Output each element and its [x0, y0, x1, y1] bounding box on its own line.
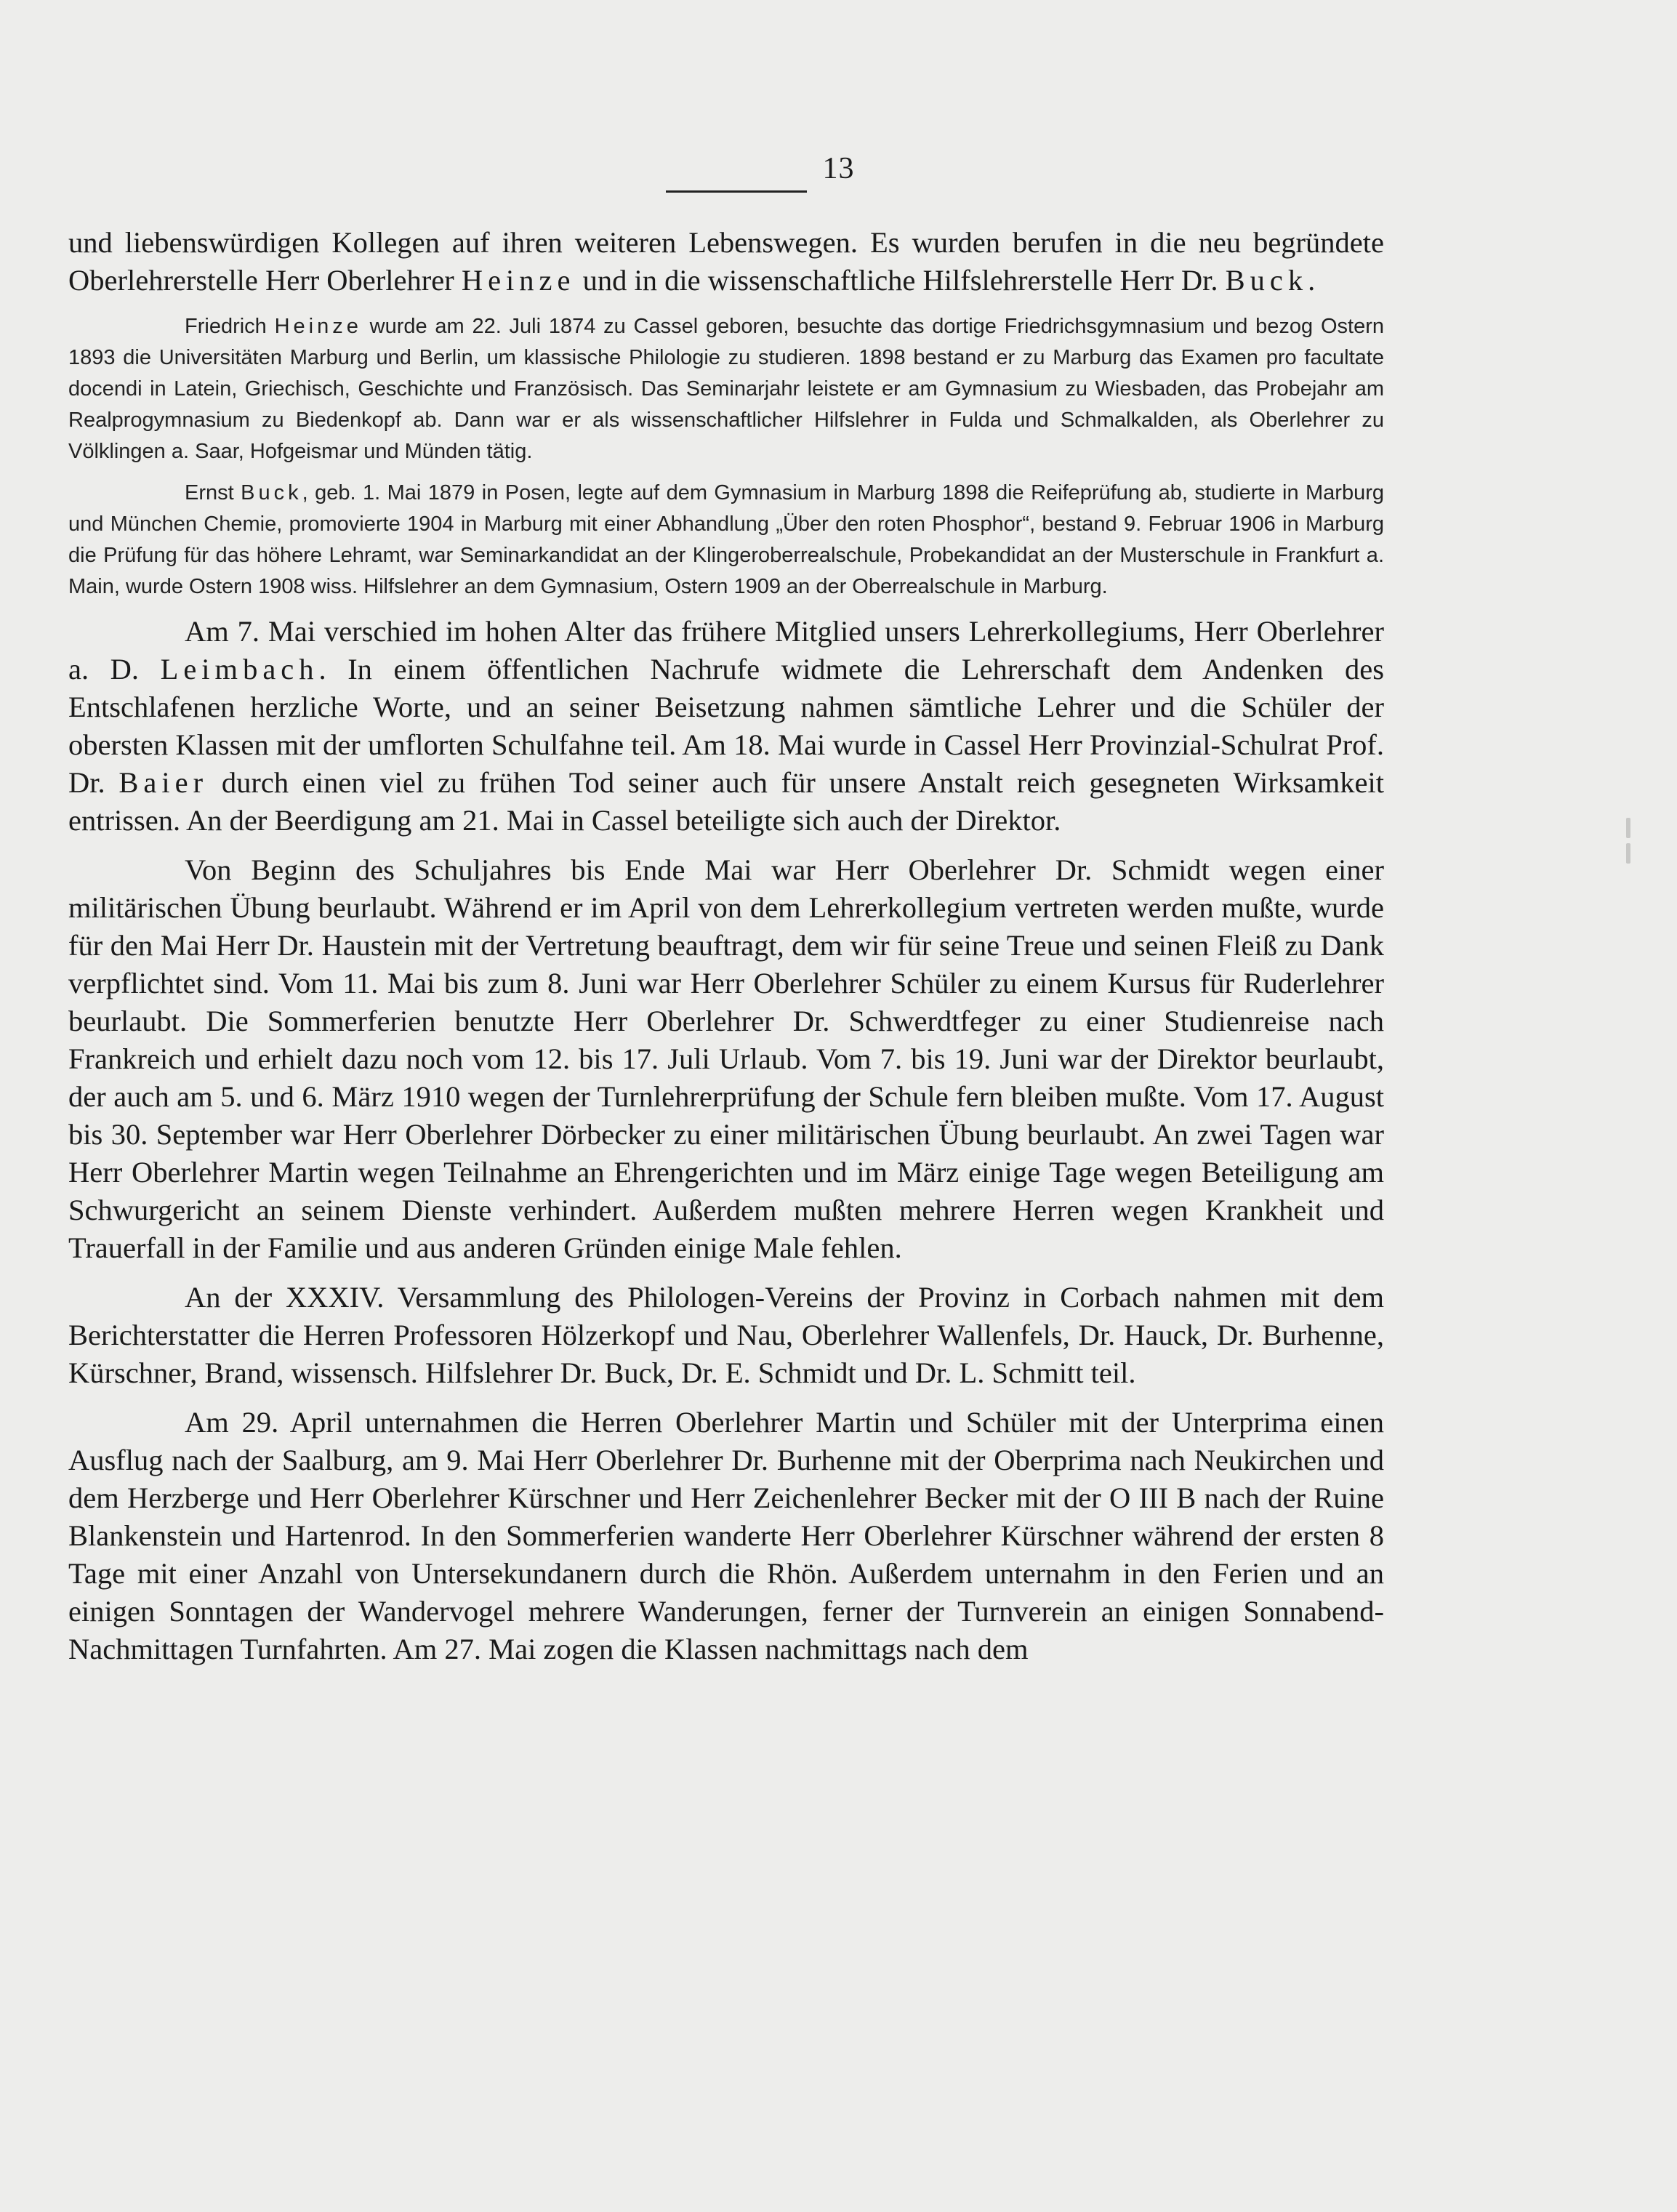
- text-segment: durch einen viel zu frühen Tod seiner auch für unsere Anstalt reich gesegneten Wirksamkeit entrissen. An der Beerdigung am 21. Mai in Cassel beteiligte sich auch der Direktor.: [68, 766, 1384, 837]
- paragraph-new-appointments: [68, 224, 1384, 299]
- text-segment: und in die wissenschaftliche Hilfslehrerstelle Herr Dr.: [575, 264, 1226, 297]
- paragraph-excursions: Am 29. April unternahmen die Herren Oberlehrer Martin und Schüler mit der Unterprima einen Ausflug nach der Saalburg, am 9. Mai Herr Oberlehrer Dr. Burhenne mit der Oberprima nach Neukirchen und dem Herzberge und Herr Oberlehrer Kürschner und Herr Zeichenlehrer Becker mit der O III B nach der Ruine Blankenstein und Hartenrod. In den Sommerferien wanderte Herr Oberlehrer Kürschner während der ersten 8 Tage mit einer Anzahl von Untersekundanern durch die Rhön. Außerdem unternahm in den Ferien und an einigen Sonntagen der Wandervogel mehrere Wanderungen, ferner der Turnverein an einigen Sonnabend-Nachmittagen Turnfahrten. Am 27. Mai zogen die Klassen nachmittags nach dem: [68, 1406, 1384, 1665]
- person-name: Buck: [1225, 264, 1308, 297]
- page-body: [68, 224, 1384, 1680]
- scan-artifact: [1626, 843, 1630, 864]
- text-segment: , geb. 1. Mai 1879 in Posen, legte auf dem Gymnasium in Marburg 1898 die Reifeprüfung ab, studierte in Marburg und München Chemie, promovierte 1904 in Marburg mit einer Abhandlung „Über den roten Phosphor“, bestand 9. Februar 1906 in Marburg die Prüfung für das höhere Lehramt, war Seminarkandidat an der Klingeroberrealschule, Probekandidat an der Musterschule in Frankfurt a. Main, wurde Ostern 1908 wiss. Hilfslehrer an dem Gymnasium, Ostern 1909 an der Oberrealschule in Marburg.: [68, 481, 1385, 598]
- text-segment: .: [1308, 264, 1316, 297]
- text-segment: Friedrich: [185, 315, 275, 338]
- biography-buck: [68, 478, 1384, 603]
- paragraph-philologists-assembly: An der XXXIV. Versammlung des Philologen-Vereins der Provinz in Corbach nahmen mit dem Berichterstatter die Herren Professoren Hölzerkopf und Nau, Oberlehrer Wallenfels, Dr. Hauck, Dr. Burhenne, Kürschner, Brand, wissensch. Hilfslehrer Dr. Buck, Dr. E. Schmidt und Dr. L. Schmitt teil.: [68, 1281, 1384, 1389]
- person-name: Buck: [241, 481, 302, 504]
- text-segment: Ernst: [185, 481, 241, 504]
- paragraph-leaves-of-absence: Von Beginn des Schuljahres bis Ende Mai war Herr Oberlehrer Dr. Schmidt wegen einer militärischen Übung beurlaubt. Während er im April von dem Lehrerkollegium vertreten werden mußte, wurde für den Mai Herr Dr. Haustein mit der Vertretung beauftragt, dem wir für seine Treue und seinen Fleiß zu Dank verpflichtet sind. Vom 11. Mai bis zum 8. Juni war Herr Oberlehrer Schüler zu einem Kursus für Ruderlehrer beurlaubt. Die Sommerferien benutzte Herr Oberlehrer Dr. Schwerdtfeger zu einer Studienreise nach Frankreich und erhielt dazu noch vom 12. bis 17. Juli Urlaub. Vom 7. bis 19. Juni war der Direktor beurlaubt, der auch am 5. und 6. März 1910 wegen der Turnlehrerprüfung der Schule fern bleiben mußte. Vom 17. August bis 30. September war Herr Oberlehrer Dörbecker zu einer militärischen Übung beurlaubt. An zwei Tagen war Herr Oberlehrer Martin wegen Teilnahme an Ehrengerichten und im März einige Tage wegen Beteiligung am Schwurgericht an seinem Dienste verhindert. Außerdem mußten mehrere Herren wegen Krankheit und Trauerfall in der Familie und aus anderen Gründen einige Male fehlen.: [68, 853, 1384, 1264]
- scan-artifact: [1626, 818, 1630, 838]
- person-name: Heinze: [461, 264, 576, 297]
- person-name: Leimbach: [160, 653, 319, 685]
- page-number: 13: [822, 152, 855, 185]
- biography-heinze: [68, 311, 1384, 467]
- text-segment: und liebenswürdigen Kollegen auf ihren weiteren Lebenswegen. Es wurden berufen in die neu begründete Oberlehrerstelle Herr Oberlehrer: [68, 226, 1384, 297]
- paragraph-obituaries: [68, 613, 1384, 840]
- page-number-rule: [666, 190, 807, 193]
- person-name: Baier: [118, 766, 209, 799]
- text-segment: Am 7. Mai verschied im hohen Alter das frühere Mitglied unsers Lehrerkollegiums, Herr Oberlehrer a. D.: [68, 615, 1384, 685]
- person-name: Heinze: [274, 315, 362, 338]
- text-segment: wurde am 22. Juli 1874 zu Cassel geboren, besuchte das dortige Friedrichsgymnasium und bezog Ostern 1893 die Universitäten Marburg und Berlin, um klassische Philologie zu studieren. 1898 bestand er zu Marburg das Examen pro facultate docendi in Latein, Griechisch, Geschichte und Französisch. Das Seminarjahr leistete er am Gymnasium zu Wiesbaden, das Probejahr am Realprogymnasium zu Biedenkopf ab. Dann war er als wissenschaftlicher Hilfslehrer in Fulda und Schmalkalden, als Oberlehrer zu Völklingen a. Saar, Hofgeismar und Münden tätig.: [68, 315, 1384, 463]
- text-segment: . In einem öffentlichen Nachrufe widmete die Lehrerschaft dem Andenken des Entschlafenen herzliche Worte, und an seiner Beisetzung nahmen sämtliche Lehrer und die Schüler der obersten Klassen mit der umflorten Schulfahne teil. Am 18. Mai wurde in Cassel Herr Provinzial-Schulrat Prof. Dr.: [68, 653, 1384, 799]
